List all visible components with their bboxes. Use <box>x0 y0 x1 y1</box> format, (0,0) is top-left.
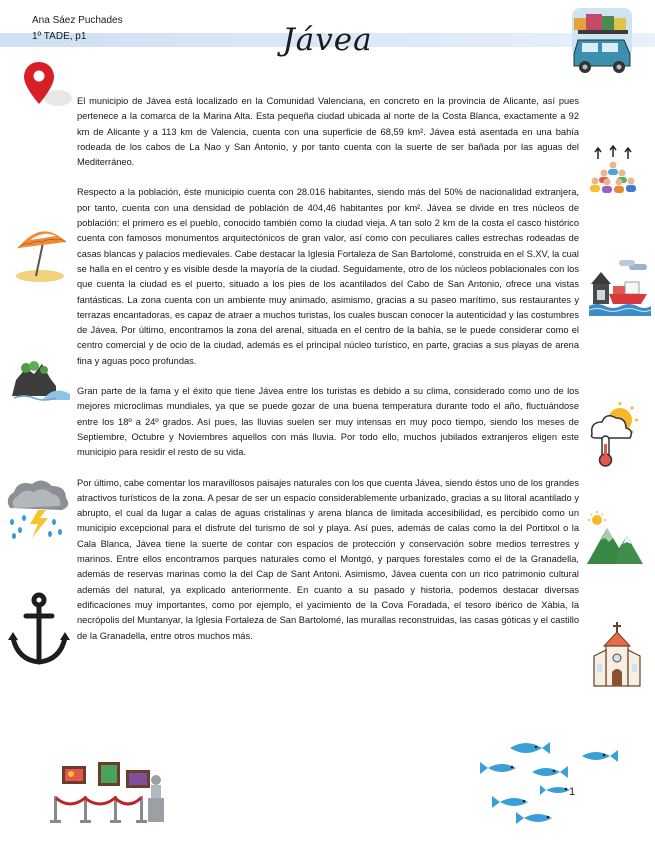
population-icon <box>588 145 638 195</box>
body-text <box>77 94 579 644</box>
mountains-icon <box>585 510 643 566</box>
fish-school-icon <box>470 738 630 834</box>
page-title: Jávea <box>282 22 373 58</box>
coastal-cliff-icon <box>12 356 72 402</box>
rain-storm-cloud-icon <box>2 478 72 542</box>
paragraph-landscapes: Por último, cabe comentar los maravillosos paisajes naturales con los que cuenta Jávea, siendo éstos uno de los grandes atractivos turísticos de la zona. A pesar de ser un espacio considerablemente urbanizado, gracias a su litoral acantilado y abrupto, el cual da lugar a calas de aguas cristalinas y arena blanca de limitada accesibilidad, es percibido como un municipio excepcional para el disfrute del turismo de sol y playa. Así pues, además de calas como la del Portitxol o la Cala Blanca, Jávea tiene la suerte de contar con espacios de protección y conservación sobre medios terrestres y marinos. Entre ellos encontramos parques naturales como el Montgó, y parques forestales como el de la Granadella, además de reservas marinas como la del Cap de Sant Antoni. Asimismo, Jávea cuenta con un rico patrimonio cultural además del natural, ya explicado anteriormente. En cuanto a su pasado y historia, podemos destacar diversas edificaciones muy importantes, como por ejemplo, el yacimiento de la Cova Foradada, el tesoro ibérico de Xàbia, la necrópolis del Muntanyar, la Iglesia Fortaleza de San Bartolomé, las murallas reconstruidas, las casas góticas y el castillo de la Granadella, entre otros muchos más. <box>77 477 579 641</box>
museum-gallery-icon <box>50 758 176 826</box>
paragraph-climate: Gran parte de la fama y el éxito que tiene Jávea entre los turistas es debido a su clima, considerado como uno de los mejores microclimas mundiales, ya que se puede gozar de una buena temperatura durante todo el año, fluctuándose entre los 18º a 24º grados. Así pues, las lluvias suelen ser muy intensas en muy poco tiempo, siendo los meses de Septiembre, Octubre y Noviembres aquellos con más lluvia. Por todo ello, muchos jubilados extranjeros eligen este municipio para residir el resto de su vida. <box>77 386 579 458</box>
paragraph-population: Respecto a la población, éste municipio cuenta con 28.016 habitantes, siendo más del 50% de nacionalidad extranjera, por tanto, cuenta con una densidad de población de 404,46 habitantes por km². Jávea se divide en tres núcleos de población: el primero es el pueblo, conocido también como la ciudad vieja. A tan solo 2 km de la costa el casco histórico cuenta con famosos monumentos arquitectónicos de gran valor, así como con peculiares calles estrechas rodeadas de casas blancas y palacios medievales. Cabe destacar la Iglesia Fortaleza de San Bartolomé, construida en el S.XV, la cual se halla en el centro y es visible desde la mayoría de la ciudad. Seguidamente, otro de los núcleos poblacionales con los que cuenta la ciudad es el puerto, situado a los pies de los acantilados del Cabo de San Antonio, ofrece una vistas fantásticas. La zona cuenta con un ambiente muy animado, asimismo, gracias a su paseo marítimo, sus restaurantes y terrazas encantadoras, es capaz de atraer a muchos turistas, los cuales buscan conocer la autenticidad y las costumbres de Jávea. Por último, encontramos la zona del arenal, situada en el centro de la bahía, se le puede considerar como el centro comercial y de ocio de la ciudad, además es el principal núcleo turístico, en parte, gracias a sus playas de arena fina y aguas poco profundas. <box>77 187 579 366</box>
page-number: 1 <box>569 786 576 798</box>
car-with-luggage-icon <box>568 6 636 78</box>
paragraph-location: El municipio de Jávea está localizado en la Comunidad Valenciana, en concreto en la provincia de Alicante, así pues pertenece a la comarca de la Marina Alta. Esta pequeña ciudad ubicada al norte de la Costa Blanca, exactamente a 92 km de Alicante y a 113 km de Valencia, cuenta con una superficie de 68,59 km². Jávea está asentada en una bahía rodeada de los cabos de La Nao y San Antonio, y por tanto cuenta con la suerte de ser bañada por las aguas del Mediterráneo. <box>77 96 579 168</box>
anchor-icon <box>8 592 70 668</box>
map-pin-icon <box>22 60 74 108</box>
sun-thermometer-icon <box>586 400 644 470</box>
author-name: Ana Sáez Puchades <box>32 15 123 26</box>
course-label: 1º TADE, p1 <box>32 31 87 42</box>
beach-umbrella-icon <box>12 226 68 284</box>
harbor-ship-icon <box>589 258 651 318</box>
church-icon <box>590 622 644 688</box>
